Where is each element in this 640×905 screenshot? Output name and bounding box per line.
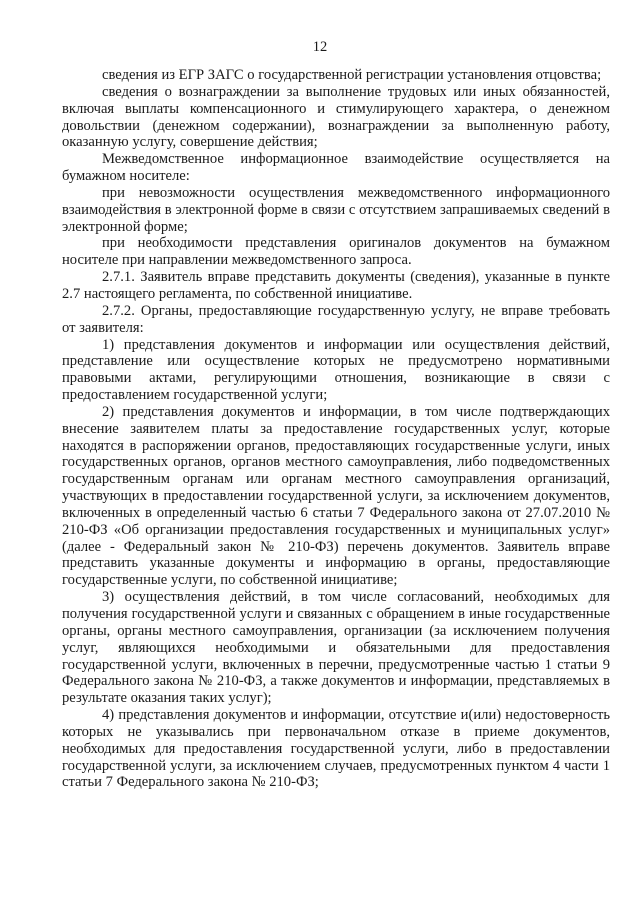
paragraph: сведения о вознаграждении за выполнение трудовых или иных обязанностей, включая выплаты компенсационного и стимулирующего характера, о денежном довольствии (денежном содержании), вознаграждении за выполненную работу, оказанную услугу, совершение действия; xyxy=(62,83,610,151)
paragraph: 4) представления документов и информации, отсутствие и(или) недостоверность которых не указывались при первоначальном отказе в приеме документов, необходимых для предоставления государственной услуги, либо в предоставлении государственной услуги, за исключением случаев, предусмотренных пунктом 4 части 1 статьи 7 Федерального закона № 210-ФЗ; xyxy=(62,707,610,791)
paragraph: сведения из ЕГР ЗАГС о государственной регистрации установления отцовства; xyxy=(102,67,602,83)
paragraph: 2.7.1. Заявитель вправе представить документы (сведения), указанные в пункте 2.7 настоящего регламента, по собственной инициативе. xyxy=(62,269,610,302)
paragraph: 1) представления документов и информации или осуществления действий, представление или осуществление которых не предусмотрено нормативными правовыми актами, регулирующими отношения, возникающие в связи с предоставлением государственной услуги; xyxy=(62,336,610,404)
paragraph: Межведомственное информационное взаимодействие осуществляется на бумажном носителе: xyxy=(62,151,610,185)
page-number: 12 xyxy=(312,39,328,55)
paragraph: 3) осуществления действий, в том числе согласований, необходимых для получения государственной услуги и связанных с обращением в иные государственные органы, органы местного самоуправления, организации (за исключением получения услуг, являющихся необходимыми и обязательными для предоставления государственной услуги, включенных в перечни, предусмотренные частью 1 статьи 9 Федерального закона № 210-ФЗ, а также документов и информации, представляемых в результате оказания таких услуг); xyxy=(62,589,610,707)
paragraph: при необходимости представления оригиналов документов на бумажном носителе при направлении межведомственного запроса. xyxy=(62,235,610,269)
document-body xyxy=(62,67,610,791)
paragraph: 2) представления документов и информации, в том числе подтверждающих внесение заявителем платы за предоставление государственных услуг, которые находятся в распоряжении органов, предоставляющих государственные услуги, иных государственных органов, органов местного самоуправления, либо подведомственных государственным органам или органам местного самоуправления организаций, участвующих в предоставлении государственной услуги, за исключением документов, включенных в определенный частью 6 статьи 7 Федерального закона от 27.07.2010 № 210-ФЗ «Об организации предоставления государственных и муниципальных услуг» (далее - Федеральный закон № 210-ФЗ) перечень документов. Заявитель вправе представить указанные документы и информацию в органы, предоставляющие государственные услуги, по собственной инициативе; xyxy=(62,403,610,589)
paragraph: при невозможности осуществления межведомственного информационного взаимодействия в электронной форме в связи с отсутствием запрашиваемых сведений в электронной форме; xyxy=(62,184,610,235)
paragraph: 2.7.2. Органы, предоставляющие государственную услугу, не вправе требовать от заявителя: xyxy=(62,302,610,336)
